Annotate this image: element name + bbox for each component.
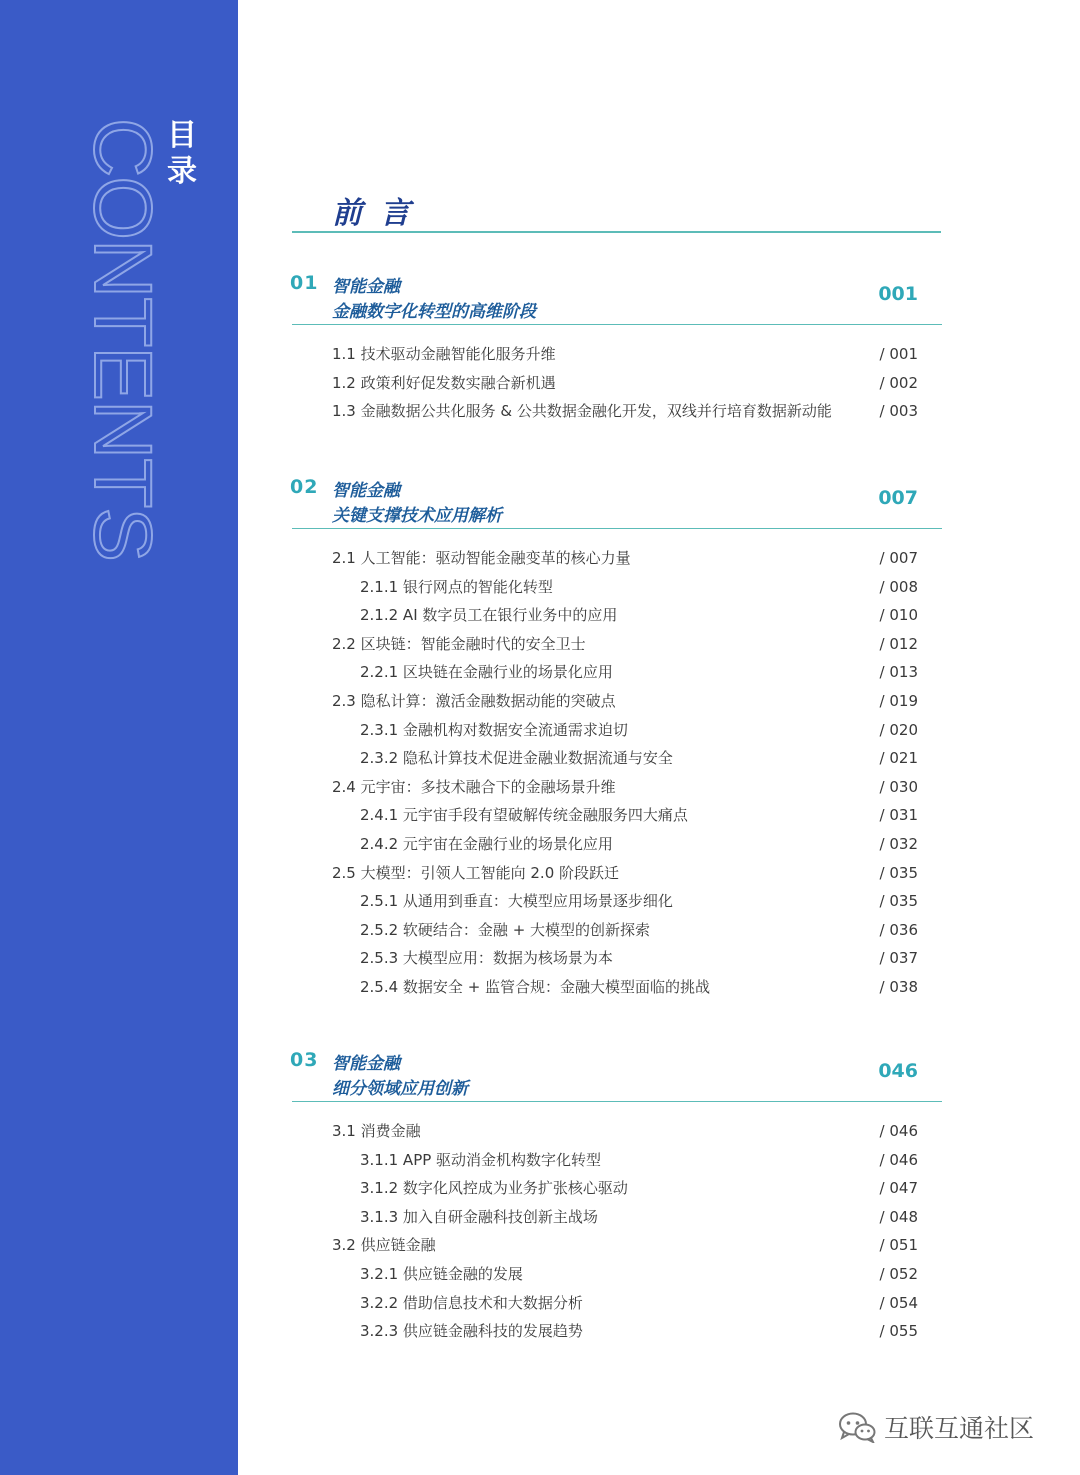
toc-entry[interactable] (332, 342, 918, 366)
toc-entry[interactable] (360, 1205, 918, 1229)
toc-entry-title: 2.2 区块链：智能金融时代的安全卫士 (332, 634, 586, 653)
toc-entry-page: / 008 (879, 577, 918, 596)
toc-entry[interactable] (360, 975, 918, 999)
toc-entry-page: / 054 (879, 1293, 918, 1312)
toc-entry-title: 3.1 消费金融 (332, 1122, 421, 1140)
toc-entry-page: / 037 (879, 949, 918, 968)
toc-entry-title: 2.4.2 元宇宙在金融行业的场景化应用 (360, 835, 613, 853)
toc-entry-page: / 013 (879, 663, 918, 682)
toc-entry[interactable] (332, 689, 918, 713)
toc-entry[interactable] (360, 889, 918, 913)
toc-entry-page: / 030 (879, 777, 918, 796)
section-page-number: 046 (878, 1060, 918, 1082)
toc-entry[interactable] (360, 1176, 918, 1200)
toc-entry[interactable] (332, 399, 918, 423)
preface-heading[interactable]: 前言 (332, 196, 428, 231)
toc-entry-page: / 012 (879, 634, 918, 653)
toc-entry-title: 2.1 人工智能：驱动智能金融变革的核心力量 (332, 549, 631, 567)
toc-entry-title: 3.1.2 数字化风控成为业务扩张核心驱动 (360, 1179, 628, 1198)
toc-entry-title: 2.3.1 金融机构对数据安全流通需求迫切 (360, 720, 628, 739)
toc-entry[interactable] (360, 575, 918, 599)
toc-entry-title: 2.5 大模型：引领人工智能向 2.0 阶段跃迁 (332, 863, 620, 882)
section-divider (292, 324, 942, 325)
toc-entry-title: 2.5.4 数据安全 + 监管合规：金融大模型面临的挑战 (360, 978, 711, 996)
toc-entry-title: 2.5.2 软硬结合：金融 + 大模型的创新探索 (360, 920, 651, 939)
toc-entry[interactable] (360, 746, 918, 770)
toc-entry[interactable] (332, 1119, 918, 1143)
toc-entry-page: / 035 (879, 863, 918, 882)
toc-entry-title: 3.2 供应链金融 (332, 1236, 436, 1255)
toc-entry[interactable] (360, 1319, 918, 1343)
section-number: 02 (290, 476, 319, 498)
toc-entry-page: / 038 (879, 978, 918, 996)
section-divider (292, 528, 942, 529)
toc-entry[interactable] (360, 1262, 918, 1286)
toc-entry-page: / 036 (879, 920, 918, 939)
toc-entry-page: / 052 (879, 1265, 918, 1283)
toc-entry-page: / 019 (879, 692, 918, 710)
toc-entry[interactable] (360, 832, 918, 856)
section-number: 03 (290, 1049, 319, 1071)
section-subtitle: 关键支撑技术应用解析 (332, 506, 502, 526)
divider (292, 231, 941, 233)
toc-entry-page: / 031 (879, 806, 918, 825)
toc-entry-title: 2.3.2 隐私计算技术促进金融业数据流通与安全 (360, 749, 673, 768)
toc-entry[interactable] (332, 546, 918, 570)
toc-entry-page: / 021 (879, 749, 918, 768)
toc-entry-page: / 046 (879, 1150, 918, 1169)
toc-entry-page: / 032 (879, 835, 918, 853)
toc-entry-title: 2.2.1 区块链在金融行业的场景化应用 (360, 663, 613, 682)
section-subtitle: 细分领域应用创新 (332, 1079, 468, 1099)
toc-title-char: 录 (167, 154, 197, 189)
section-divider (292, 1101, 942, 1102)
toc-entry-title: 2.1.2 AI 数字员工在银行业务中的应用 (360, 606, 618, 625)
toc-entry-title: 2.5.3 大模型应用：数据为核场景为本 (360, 949, 613, 968)
toc-entry-page: / 035 (879, 892, 918, 911)
toc-entry-title: 1.3 金融数据公共化服务 & 公共数据金融化开发，双线并行培育数据新动能 (332, 402, 832, 421)
toc-title (166, 118, 198, 190)
toc-entry-page: / 055 (879, 1322, 918, 1341)
toc-entry[interactable] (360, 918, 918, 942)
toc-entry-title: 2.1.1 银行网点的智能化转型 (360, 577, 553, 596)
toc-entry-title: 2.5.1 从通用到垂直：大模型应用场景逐步细化 (360, 892, 673, 911)
watermark (838, 1408, 1034, 1446)
toc-entry[interactable] (360, 946, 918, 970)
section-page-number: 001 (878, 283, 918, 305)
toc-entry[interactable] (332, 775, 918, 799)
toc-entry-title: 1.2 政策利好促发数实融合新机遇 (332, 373, 556, 392)
toc-entry[interactable] (360, 1291, 918, 1315)
section-title: 智能金融 (332, 481, 400, 501)
toc-entry[interactable] (332, 1233, 918, 1257)
toc-entry-title: 3.2.2 借助信息技术和大数据分析 (360, 1293, 583, 1312)
toc-entry-title: 2.4 元宇宙：多技术融合下的金融场景升维 (332, 777, 616, 796)
toc-entry-page: / 047 (879, 1179, 918, 1198)
toc-entry[interactable] (360, 803, 918, 827)
toc-entry[interactable] (360, 718, 918, 742)
toc-entry-title: 3.1.3 加入自研金融科技创新主战场 (360, 1207, 598, 1226)
toc-entry-page: / 007 (879, 549, 918, 567)
toc-entry-page: / 001 (879, 345, 918, 363)
toc-entry[interactable] (360, 603, 918, 627)
section-number: 01 (290, 272, 319, 294)
section-title: 智能金融 (332, 1054, 400, 1074)
toc-entry[interactable] (332, 632, 918, 656)
toc-title-char: 目 (167, 118, 197, 153)
toc-entry[interactable] (360, 660, 918, 684)
watermark-text: 互联互通社区 (884, 1414, 1035, 1443)
toc-entry-page: / 002 (879, 373, 918, 392)
toc-entry-title: 2.3 隐私计算：激活金融数据动能的突破点 (332, 692, 616, 710)
section-subtitle: 金融数字化转型的高维阶段 (332, 302, 536, 322)
toc-entry-page: / 048 (879, 1207, 918, 1226)
toc-entry-title: 3.2.3 供应链金融科技的发展趋势 (360, 1322, 583, 1341)
toc-entry-page: / 010 (879, 606, 918, 625)
toc-entry[interactable] (332, 371, 918, 395)
sidebar (0, 0, 238, 1475)
contents-label: CONTENTS (77, 118, 168, 561)
toc-entry-title: 2.4.1 元宇宙手段有望破解传统金融服务四大痛点 (360, 806, 688, 825)
toc-entry[interactable] (360, 1148, 918, 1172)
wechat-icon (838, 1411, 876, 1443)
toc-entry-title: 1.1 技术驱动金融智能化服务升维 (332, 345, 556, 363)
toc-entry[interactable] (332, 861, 918, 885)
toc-entry-title: 3.2.1 供应链金融的发展 (360, 1265, 523, 1283)
toc-entry-page: / 003 (879, 402, 918, 421)
toc-entry-page: / 046 (879, 1122, 918, 1140)
toc-entry-page: / 020 (879, 720, 918, 739)
section-title: 智能金融 (332, 277, 400, 297)
toc-entry-title: 3.1.1 APP 驱动消金机构数字化转型 (360, 1150, 602, 1169)
section-page-number: 007 (878, 487, 918, 509)
toc-entry-page: / 051 (879, 1236, 918, 1255)
